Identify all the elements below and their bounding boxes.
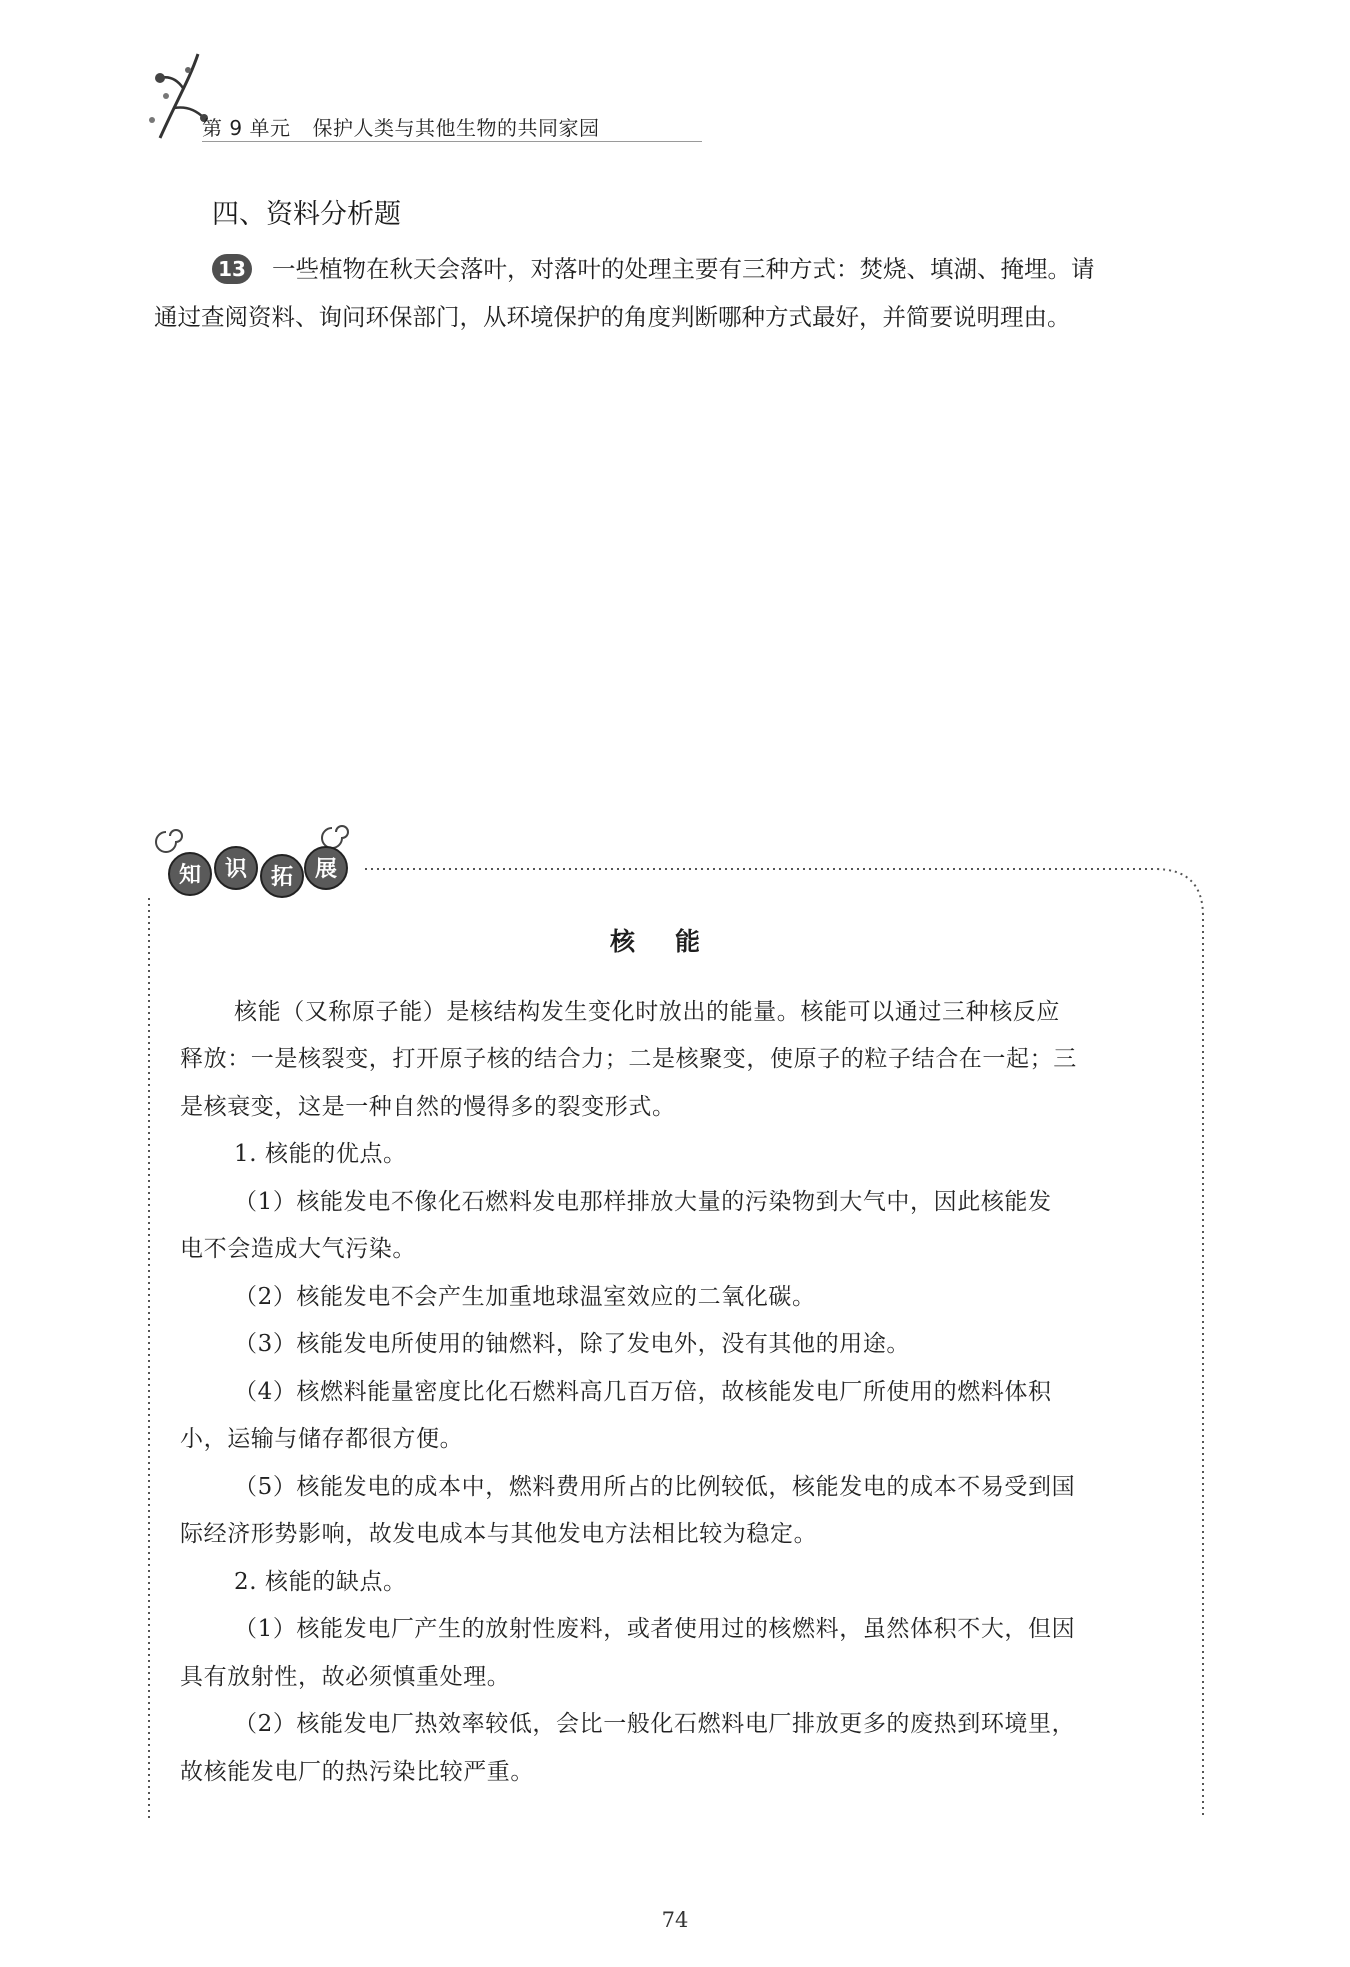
badge-char-1: 知	[178, 863, 202, 888]
knowledge-line: （4）核燃料能量密度比化石燃料高几百万倍，故核能发电厂所使用的燃料体积	[234, 1379, 1052, 1405]
knowledge-line: （2）核能发电不会产生加重地球温室效应的二氧化碳。	[234, 1284, 816, 1310]
badge-char-2: 识	[224, 857, 248, 882]
page-number: 74	[661, 1908, 689, 1932]
knowledge-line: 核能（又称原子能）是核结构发生变化时放出的能量。核能可以通过三种核反应	[234, 999, 1060, 1025]
badge-char-3: 拓	[270, 865, 294, 890]
knowledge-line: 际经济形势影响，故发电成本与其他发电方法相比较为稳定。	[180, 1521, 818, 1547]
knowledge-line: 释放：一是核裂变，打开原子核的结合力；二是核聚变，使原子的粒子结合在一起；三	[180, 1046, 1077, 1072]
knowledge-line: （1）核能发电厂产生的放射性废料，或者使用过的核燃料，虽然体积不大，但因	[234, 1616, 1076, 1642]
knowledge-expansion-badge	[150, 822, 360, 914]
knowledge-line: 电不会造成大气污染。	[180, 1236, 416, 1262]
knowledge-line: （2）核能发电厂热效率较低，会比一般化石燃料电厂排放更多的废热到环境里，	[234, 1711, 1076, 1737]
knowledge-line: （3）核能发电所使用的铀燃料，除了发电外，没有其他的用途。	[234, 1331, 911, 1357]
question-number-badge: 13	[212, 254, 252, 284]
unit-header	[202, 112, 599, 141]
knowledge-line: 故核能发电厂的热污染比较严重。	[180, 1759, 534, 1785]
unit-title: 保护人类与其他生物的共同家园	[312, 116, 600, 140]
badge-char-4: 展	[314, 857, 338, 882]
knowledge-line: 小，运输与储存都很方便。	[180, 1426, 464, 1452]
knowledge-line: 是核衰变，这是一种自然的慢得多的裂变形式。	[180, 1094, 676, 1120]
knowledge-line: 具有放射性，故必须慎重处理。	[180, 1664, 511, 1690]
section-title: 四、资料分析题	[212, 199, 401, 230]
knowledge-line: （5）核能发电的成本中，燃料费用所占的比例较低，核能发电的成本不易受到国	[234, 1474, 1076, 1500]
question-text-line-1: 一些植物在秋天会落叶，对落叶的处理主要有三种方式：焚烧、填湖、掩埋。请	[272, 255, 1095, 283]
knowledge-line: 1. 核能的优点。	[234, 1141, 407, 1167]
knowledge-line: 2. 核能的缺点。	[234, 1569, 407, 1595]
knowledge-line: （1）核能发电不像化石燃料发电那样排放大量的污染物到大气中，因此核能发	[234, 1189, 1052, 1215]
question-text-line-2: 通过查阅资料、询问环保部门，从环境保护的角度判断哪种方式最好，并简要说明理由。	[154, 303, 1071, 331]
knowledge-title: 核能	[609, 927, 740, 956]
unit-label: 第 9 单元	[202, 116, 291, 140]
header-divider	[202, 141, 702, 142]
